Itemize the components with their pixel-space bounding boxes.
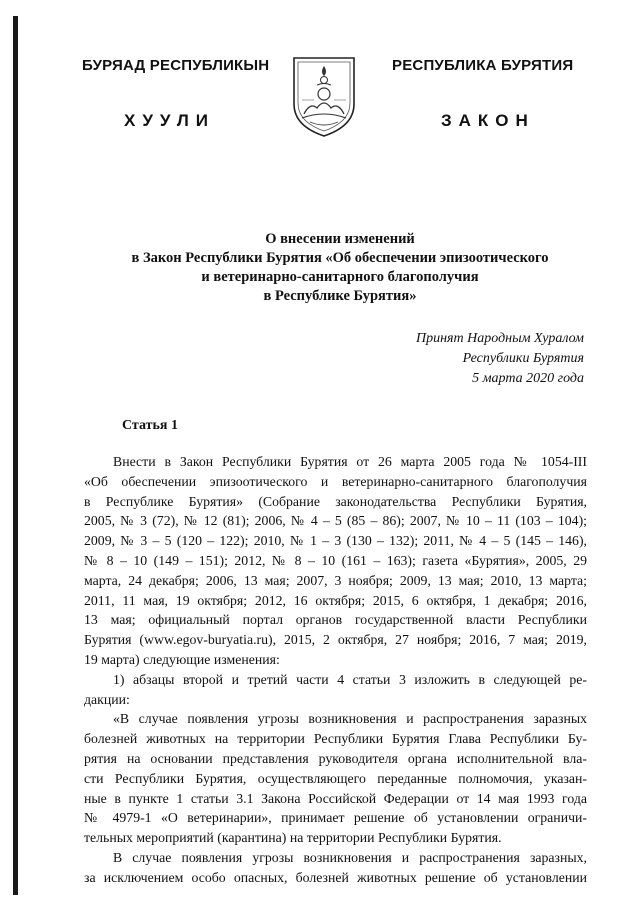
body-line: 1) абзацы второй и третий части 4 статьи 3 изложить в следующей ре- [113, 671, 587, 687]
adoption-note [416, 329, 584, 389]
adoption-line: Принят Народным Хуралом [415, 331, 584, 346]
buryatia-coat-of-arms-icon [290, 52, 358, 138]
body-line: 19 марта) следующие изменения: [84, 651, 280, 667]
adoption-line: Республики Бурятия [462, 351, 584, 366]
body-line: «Об обеспечении эпизоотического и ветеринарно-санитарного благополучия [84, 473, 587, 489]
body-line: 2009, № 3 – 5 (120 – 122); 2010, № 1 – 3 (130 – 132); 2011, № 4 – 5 (145 – 146), [84, 533, 587, 549]
body-line: за исключением особо опасных, болезней животных решение об установлении [84, 869, 587, 885]
body-line: В случае появления угрозы возникновения и распространения заразных, [113, 849, 587, 865]
body-line: болезней животных на территории Республики Бурятия Глава Республики Бу- [84, 731, 587, 747]
body-line: в Республике Бурятия» (Собрание законодательства Республики Бурятия, [84, 493, 587, 509]
body-line: № 8 – 10 (149 – 151); 2012, № 8 – 10 (161 – 163); газета «Бурятия», 2005, 29 [84, 552, 587, 568]
body-line: Внести в Закон Республики Бурятия от 26 марта 2005 года № 1054-III [113, 454, 587, 469]
body-line: рятия на основании представления руководителя органа исполнительной вла- [84, 750, 587, 766]
adoption-line: 5 марта 2020 года [472, 371, 584, 386]
scan-edge [13, 16, 18, 895]
article-heading: Статья 1 [122, 418, 178, 433]
header-russian-subtitle: ЗАКОН [441, 111, 535, 130]
body-line: тельных мероприятий (карантина) на территории Республики Бурятия. [84, 830, 502, 846]
body-line: «В случае появления угрозы возникновения и распространения заразных [113, 711, 587, 727]
title-line: и ветеринарно-санитарного благополучия [201, 269, 479, 285]
body-line: Бурятия (www.egov-buryatia.ru), 2015, 2 октября, 27 ноября; 2016, 7 мая; 2019, [84, 632, 587, 648]
title-line: в Республике Бурятия» [263, 288, 417, 304]
body-line: 2005, № 3 (72), № 12 (81); 2006, № 4 – 5 (85 – 86); 2007, № 10 – 11 (103 – 104); [84, 513, 587, 529]
title-line: в Закон Республики Бурятия «Об обеспечении эпизоотического [131, 250, 549, 266]
header-buryat-subtitle: ХУУЛИ [124, 111, 215, 130]
article-body [84, 452, 587, 888]
body-line: ные в пункте 1 статьи 3.1 Закона Российской Федерации от 14 мая 1993 года [84, 790, 587, 806]
title-line: О внесении изменений [265, 231, 415, 247]
body-line: дакции: [84, 691, 130, 707]
body-line: № 4979-1 «О ветеринарии», принимает решение об установлении ограничи- [84, 810, 587, 826]
body-line: 13 мая; официальный портал органов государственной власти Республики [84, 612, 587, 628]
law-title [60, 230, 620, 306]
body-line: марта, 24 декабря; 2006, 13 мая; 2007, 3 ноября; 2009, 13 мая; 2010, 13 марта; [84, 572, 587, 588]
body-line: 2011, 11 мая, 19 октября; 2012, 16 октября; 2015, 6 октября, 1 декабря; 2016, [84, 592, 587, 608]
body-line: сти Республики Бурятия, осуществляющего переданные полномочия, указан- [84, 770, 587, 786]
header-buryat-title: БУРЯАД РЕСПУБЛИКЫН [82, 57, 270, 74]
header-russian-title: РЕСПУБЛИКА БУРЯТИЯ [392, 57, 574, 74]
